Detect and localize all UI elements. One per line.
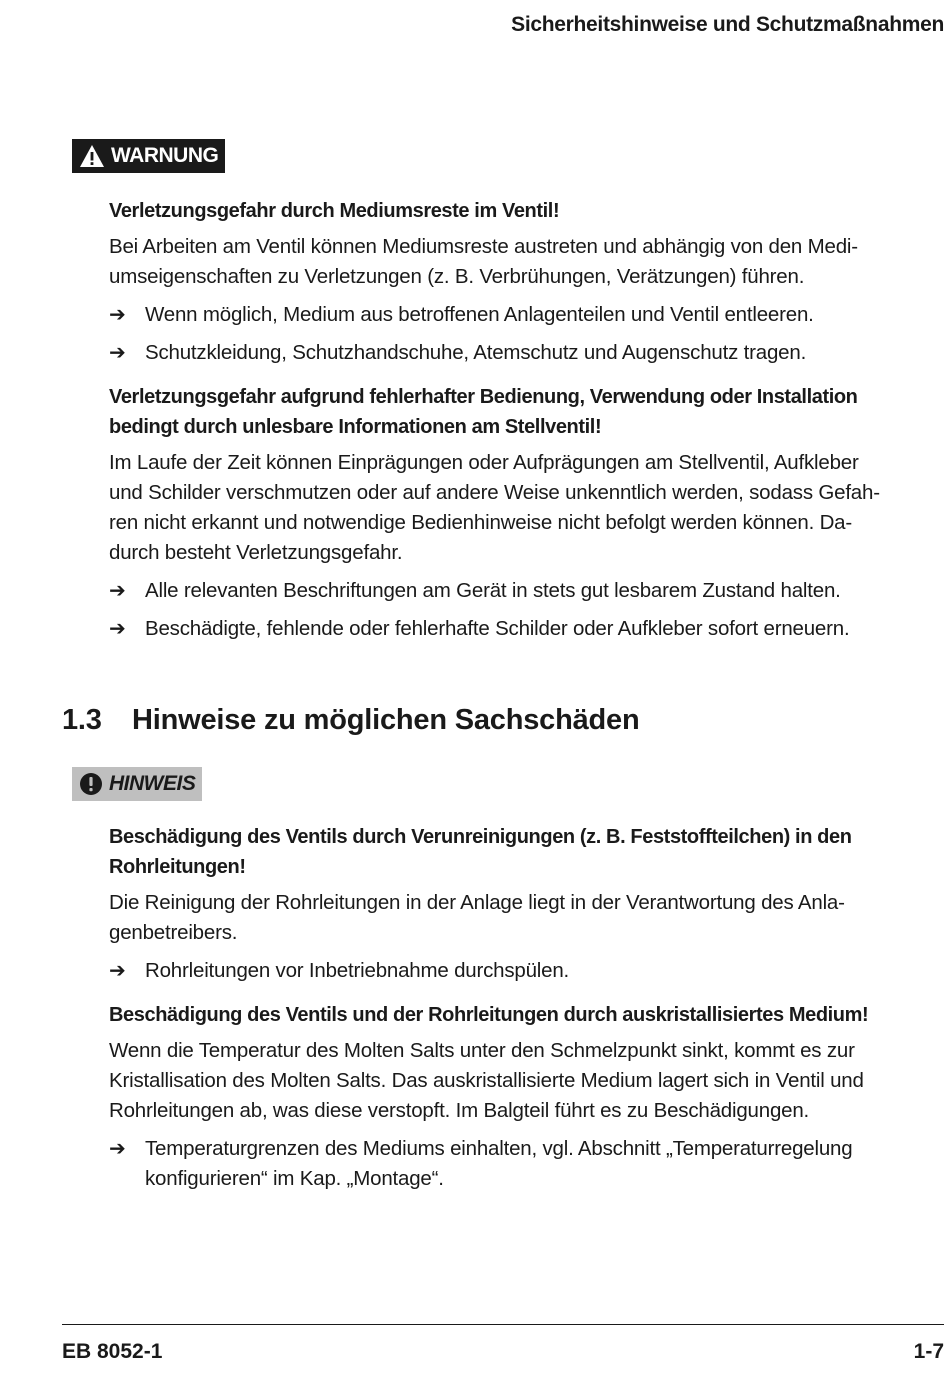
step-text: Schutzkleidung, Schutzhandschuhe, Atemschutz und Augenschutz tragen. bbox=[145, 341, 807, 364]
text-line: Kristallisation des Molten Salts. Das auskristallisierte Medium lagert sich in Ventil und bbox=[109, 1069, 864, 1092]
section-title: Hinweise zu möglichen Sachschäden bbox=[132, 704, 640, 736]
arrow-right-icon: ➔ bbox=[109, 342, 126, 364]
hazard-description bbox=[109, 232, 919, 292]
notice-heading: Beschädigung des Ventils und der Rohrleitungen durch auskristallisiertes Medium! bbox=[109, 1004, 869, 1026]
text-line: ren nicht erkannt und notwendige Bedienhinweise nicht befolgt werden können. Da- bbox=[109, 511, 853, 534]
step-text: Alle relevanten Beschriftungen am Gerät in stets gut lesbarem Zustand halten. bbox=[145, 579, 841, 602]
step-text: Beschädigte, fehlende oder fehlerhafte Schilder oder Aufkleber sofort erneuern. bbox=[145, 617, 850, 640]
heading-line: bedingt durch unlesbare Informationen am Stellventil! bbox=[109, 416, 602, 438]
footer-document-id: EB 8052-1 bbox=[62, 1340, 163, 1363]
instruction-step bbox=[109, 300, 919, 330]
heading-line: Verletzungsgefahr aufgrund fehlerhafter Bedienung, Verwendung oder Installation bbox=[109, 386, 858, 408]
text-line: Die Reinigung der Rohrleitungen in der Anlage liegt in der Verantwortung des Anla- bbox=[109, 891, 845, 914]
step-text: Rohrleitungen vor Inbetriebnahme durchspülen. bbox=[145, 959, 570, 982]
heading-line: Beschädigung des Ventils durch Verunreinigungen (z. B. Feststoffteilchen) in den bbox=[109, 826, 852, 848]
instruction-step bbox=[109, 614, 919, 644]
warning-signal-badge bbox=[72, 139, 225, 173]
warning-signal-word: WARNUNG bbox=[111, 144, 219, 167]
hazard-description bbox=[109, 448, 919, 568]
text-line: Wenn die Temperatur des Molten Salts unter den Schmelzpunkt sinkt, kommt es zur bbox=[109, 1039, 855, 1062]
hazard-heading: Verletzungsgefahr durch Mediumsreste im Ventil! bbox=[109, 200, 560, 222]
notice-item-2 bbox=[109, 1000, 919, 1194]
notice-heading bbox=[109, 822, 919, 882]
section-number: 1.3 bbox=[62, 704, 102, 736]
text-line: und Schilder verschmutzen oder auf andere Weise unkenntlich werden, sodass Gefah- bbox=[109, 481, 880, 504]
step-text bbox=[145, 1134, 852, 1194]
warning-hazard-2 bbox=[109, 382, 919, 644]
footer-divider bbox=[62, 1324, 944, 1325]
instruction-step bbox=[109, 576, 919, 606]
instruction-step bbox=[109, 956, 919, 986]
warning-triangle-icon bbox=[79, 144, 105, 168]
section-heading bbox=[62, 704, 640, 737]
notice-signal-word: HINWEIS bbox=[109, 772, 196, 795]
exclamation-circle-icon bbox=[79, 772, 103, 796]
arrow-right-icon: ➔ bbox=[109, 960, 126, 982]
heading-line: Rohrleitungen! bbox=[109, 856, 246, 878]
instruction-step bbox=[109, 338, 919, 368]
text-line: Rohrleitungen ab, was diese verstopft. Im Balgteil führt es zu Beschädigungen. bbox=[109, 1099, 810, 1122]
arrow-right-icon: ➔ bbox=[109, 580, 126, 602]
step-line: konfigurieren“ im Kap. „Montage“. bbox=[145, 1167, 444, 1190]
text-line: Bei Arbeiten am Ventil können Mediumsreste austreten und abhängig von den Medi- bbox=[109, 235, 858, 258]
step-text: Wenn möglich, Medium aus betroffenen Anlagenteilen und Ventil entleeren. bbox=[145, 303, 814, 326]
step-line: Temperaturgrenzen des Mediums einhalten, vgl. Abschnitt „Temperaturregelung bbox=[145, 1137, 853, 1160]
instruction-step bbox=[109, 1134, 919, 1194]
notice-description bbox=[109, 888, 919, 948]
notice-description bbox=[109, 1036, 919, 1126]
arrow-right-icon: ➔ bbox=[109, 304, 126, 326]
text-line: durch besteht Verletzungsgefahr. bbox=[109, 541, 403, 564]
notice-item-1 bbox=[109, 822, 919, 1194]
notice-signal-badge bbox=[72, 767, 202, 801]
text-line: genbetreibers. bbox=[109, 921, 238, 944]
running-header-title: Sicherheitshinweise und Schutzmaßnahmen bbox=[511, 13, 944, 36]
hazard-heading bbox=[109, 382, 919, 442]
text-line: umseigenschaften zu Verletzungen (z. B. Verbrühungen, Verätzungen) führen. bbox=[109, 265, 805, 288]
warning-hazard-1 bbox=[109, 196, 919, 644]
text-line: Im Laufe der Zeit können Einprägungen oder Aufprägungen am Stellventil, Aufkleber bbox=[109, 451, 859, 474]
footer-page-number: 1-7 bbox=[913, 1340, 944, 1363]
arrow-right-icon: ➔ bbox=[109, 1138, 126, 1160]
arrow-right-icon: ➔ bbox=[109, 618, 126, 640]
